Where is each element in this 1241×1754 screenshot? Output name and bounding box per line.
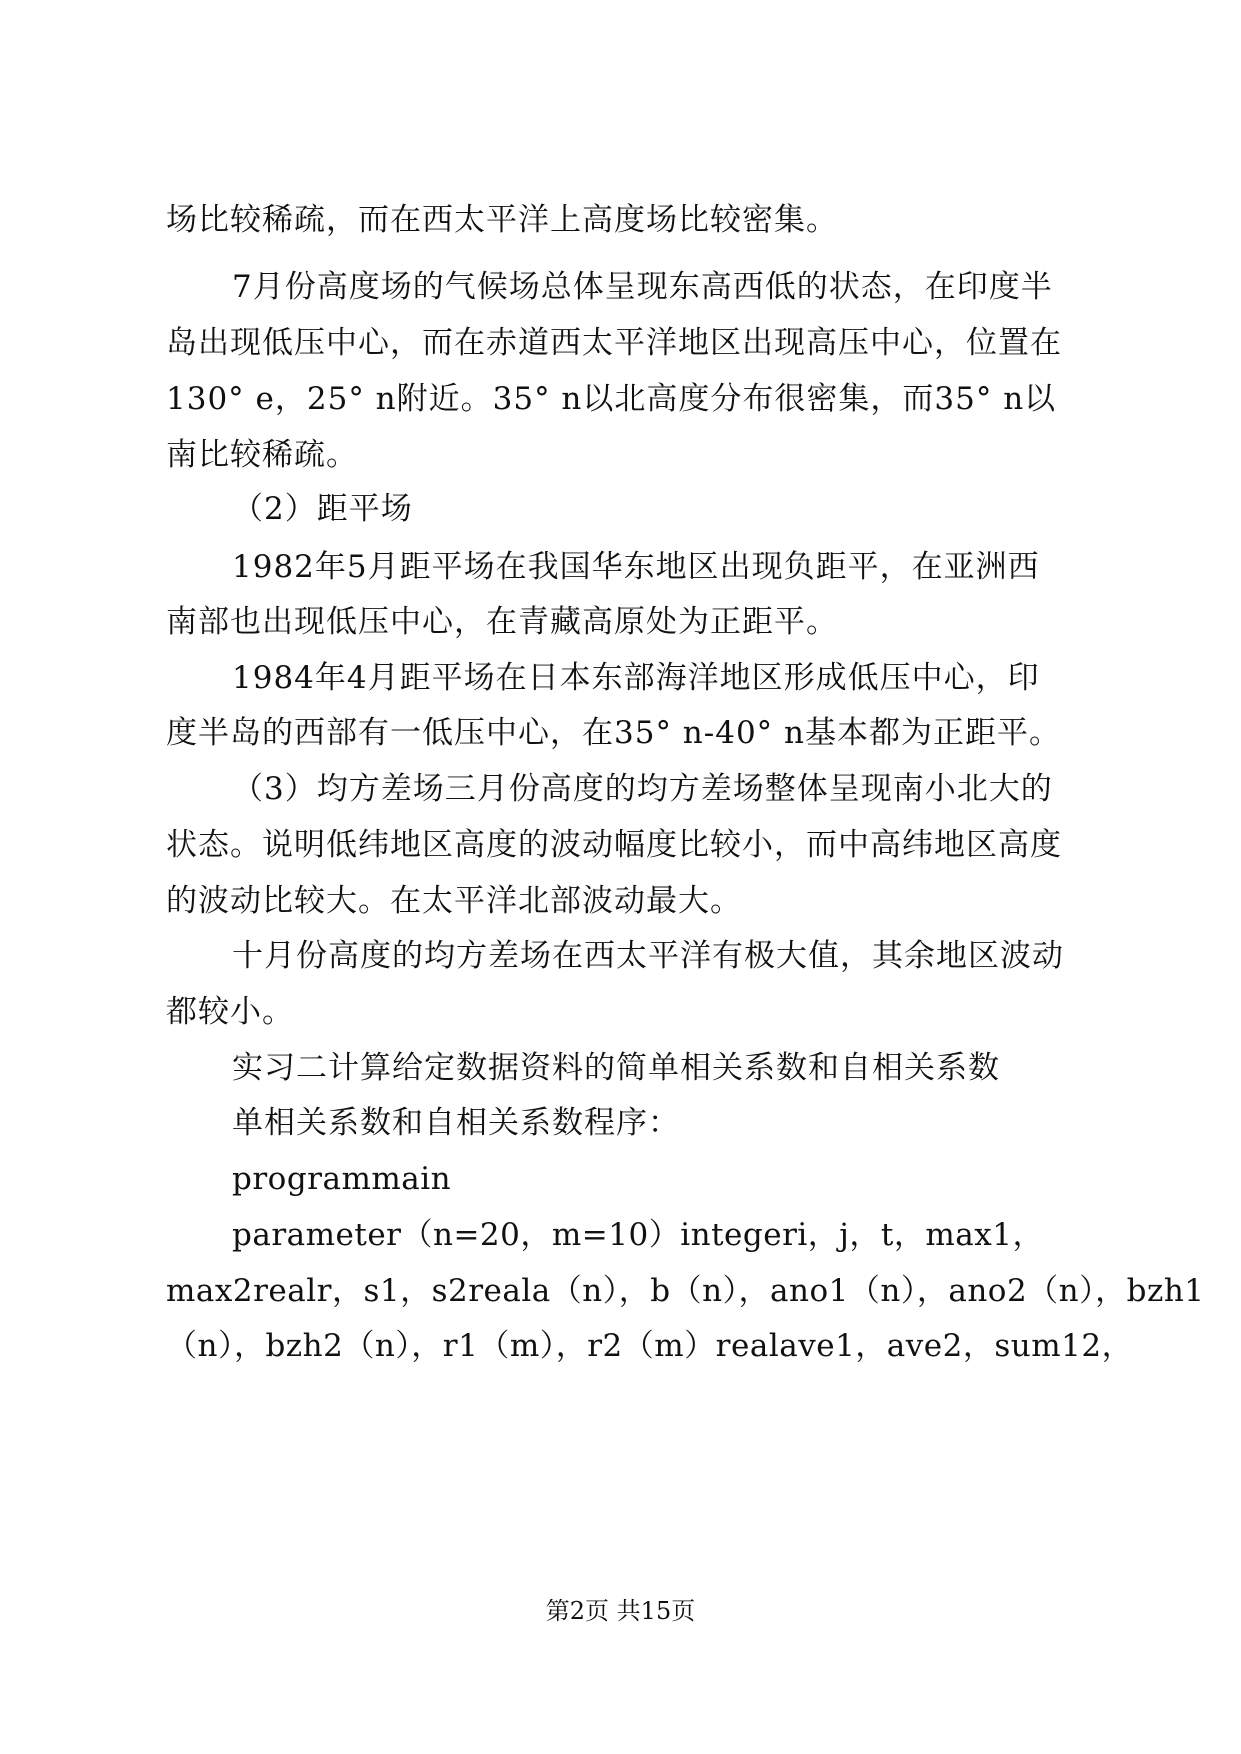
text-line: 状态。说明低纬地区高度的波动幅度比较小，而中高纬地区高度 (166, 827, 1062, 863)
text-line: 1984年4月距平场在日本东部海洋地区形成低压中心，印 (232, 660, 1040, 696)
text-line: 的波动比较大。在太平洋北部波动最大。 (166, 883, 742, 919)
text-line: 1982年5月距平场在我国华东地区出现负距平，在亚洲西 (232, 549, 1040, 585)
code-line: （n），bzh2（n），r1（m），r2（m）realave1，ave2，sum12， (166, 1328, 1134, 1364)
code-line: parameter（n=20，m=10）integeri，j，t，max1， (232, 1217, 1044, 1253)
text-line: 130° e，25° n附近。35° n以北高度分布很密集，而35° n以 (166, 381, 1057, 417)
text-line: 都较小。 (166, 994, 294, 1030)
text-line: 场比较稀疏，而在西太平洋上高度场比较密集。 (166, 202, 838, 238)
text-line: （3）均方差场三月份高度的均方差场整体呈现南小北大的 (232, 771, 1053, 807)
text-line: 十月份高度的均方差场在西太平洋有极大值，其余地区波动 (232, 938, 1064, 974)
section-heading: 实习二计算给定数据资料的简单相关系数和自相关系数 (232, 1050, 1000, 1086)
text-line: 单相关系数和自相关系数程序： (232, 1105, 680, 1141)
section-heading: （2）距平场 (232, 491, 413, 527)
text-line: 岛出现低压中心，而在赤道西太平洋地区出现高压中心，位置在 (166, 325, 1062, 361)
text-line: 南比较稀疏。 (166, 437, 358, 473)
code-line: max2realr，s1，s2reala（n），b（n），ano1（n），ano2（n），bzh1 (166, 1273, 1205, 1309)
text-line: 7月份高度场的气候场总体呈现东高西低的状态，在印度半 (232, 269, 1053, 305)
text-line: 南部也出现低压中心，在青藏高原处为正距平。 (166, 604, 838, 640)
page-number-footer: 第2页 共15页 (545, 1597, 696, 1625)
text-line: 度半岛的西部有一低压中心，在35° n-40° n基本都为正距平。 (166, 715, 1062, 751)
code-line: programmain (232, 1161, 452, 1197)
